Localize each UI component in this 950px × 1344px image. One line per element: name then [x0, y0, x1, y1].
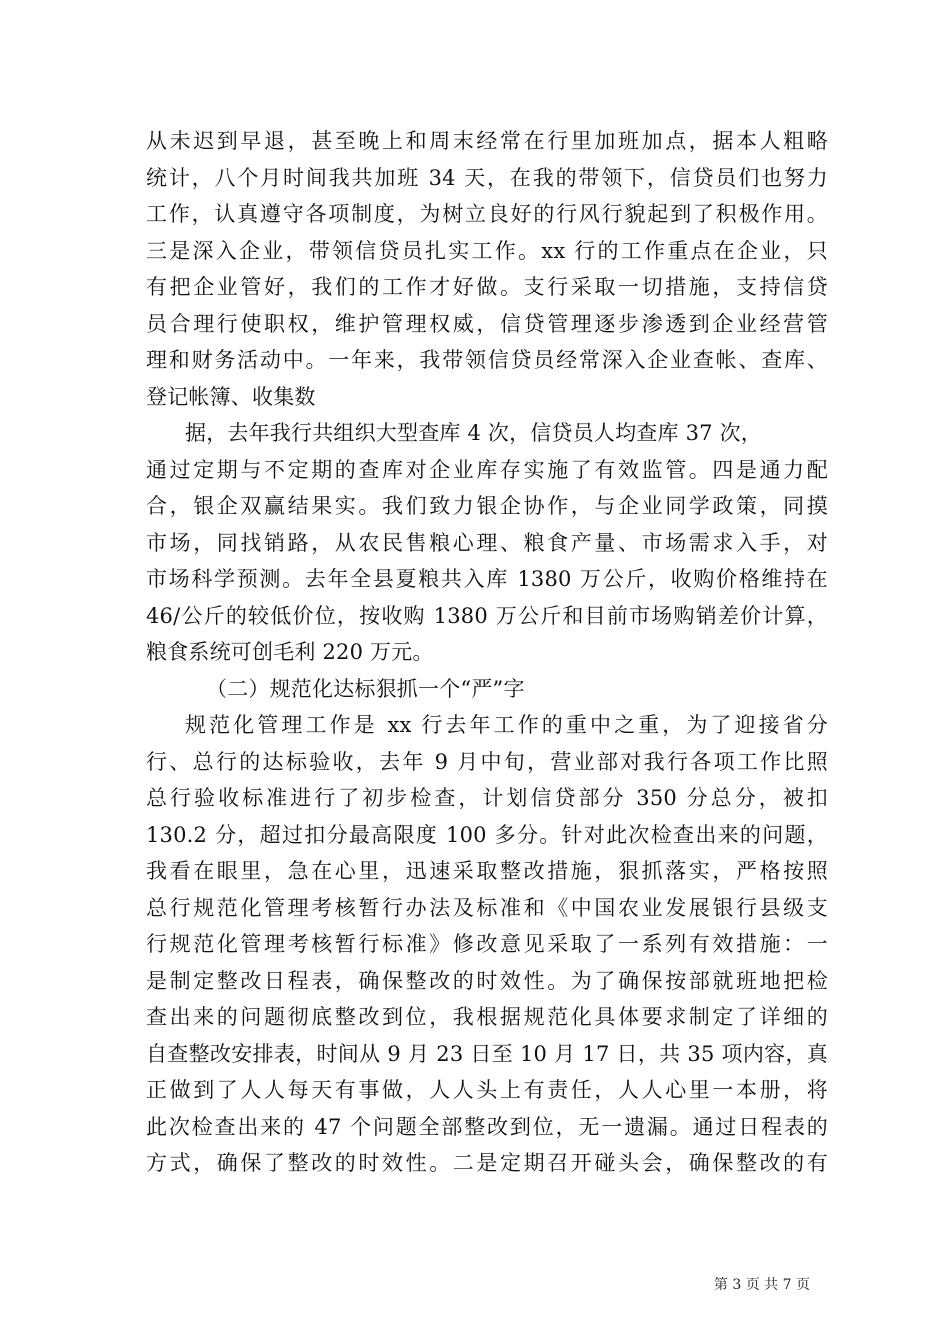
- text-line: 总行验收标准进行了初步检查，计划信贷部分 350 分总分，被扣: [146, 786, 828, 810]
- text-line: 此次检查出来的 47 个问题全部整改到位，无一遗漏。通过日程表的: [146, 1114, 828, 1139]
- text-line: 通过定期与不定期的查库对企业库存实施了有效监管。四是通力配: [146, 457, 828, 482]
- paragraph: [146, 415, 828, 671]
- text-line: 46/公斤的较低价位，按收购 1380 万公斤和目前市场购销差价计算，: [146, 603, 828, 628]
- text-line: 统计，八个月时间我共加班 34 天，在我的带领下，信贷员们也努力: [146, 165, 828, 190]
- text-line: 员合理行使职权，维护管理权威，信贷管理逐步渗透到企业经营管: [146, 311, 828, 336]
- paragraph: [146, 707, 828, 1182]
- text-line: 市场科学预测。去年全县夏粮共入库 1380 万公斤，收购价格维持在: [146, 567, 828, 591]
- section-heading: [146, 671, 828, 708]
- text-line: 粮食系统可创毛利 220 万元。: [146, 640, 434, 664]
- text-line: 查出来的问题彻底整改到位，我根据规范化具体要求制定了详细的: [146, 1005, 828, 1029]
- text-line: 三是深入企业，带领信贷员扎实工作。xx 行的工作重点在企业，只: [146, 238, 828, 263]
- text-line: 我看在眼里，急在心里，迅速采取整改措施，狠抓落实，严格按照: [146, 859, 828, 883]
- text-line: 市场，同找销路，从农民售粮心理、粮食产量、市场需求入手，对: [146, 530, 828, 555]
- text-line: 工作，认真遵守各项制度，为树立良好的行风行貌起到了积极作用。: [146, 202, 828, 226]
- text-line: 130.2 分，超过扣分最高限度 100 多分。针对此次检查出来的问题，: [146, 822, 828, 847]
- text-line: 方式，确保了整改的时效性。二是定期召开碰头会，确保整改的有: [146, 1151, 828, 1175]
- text-line: 合，银企双赢结果实。我们致力银企协作，与企业同学政策，同摸: [146, 494, 828, 518]
- text-line: 从未迟到早退，甚至晚上和周末经常在行里加班加点，据本人粗略: [146, 129, 828, 153]
- text-line: 正做到了人人每天有事做，人人头上有责任，人人心里一本册，将: [146, 1078, 828, 1102]
- text-line: 理和财务活动中。一年来，我带领信贷员经常深入企业查帐、查库、: [146, 348, 828, 372]
- text-line: 自查整改安排表，时间从 9 月 23 日至 10 月 17 日，共 35 项内容，真: [146, 1041, 828, 1066]
- page-number: 第 3 页 共 7 页: [713, 1277, 810, 1293]
- document-body: [146, 123, 828, 1182]
- text-line: 登记帐簿、收集数: [146, 384, 316, 409]
- paragraph: [146, 123, 828, 415]
- text-line: 有把企业管好，我们的工作才好做。支行采取一切措施，支持信贷: [146, 275, 828, 299]
- text-line: 总行规范化管理考核暂行办法及标准和《中国农业发展银行县级支: [146, 895, 828, 920]
- text-line: 据，去年我行共组织大型查库 4 次，信贷员人均查库 37 次，: [185, 421, 762, 445]
- text-line: 是制定整改日程表，确保整改的时效性。为了确保按部就班地把检: [146, 968, 828, 993]
- text-line: 规范化管理工作是 xx 行去年工作的重中之重，为了迎接省分: [185, 713, 828, 737]
- heading-line: （二）规范化达标狠抓一个“严”字: [206, 676, 525, 701]
- text-line: 行、总行的达标验收，去年 9 月中旬，营业部对我行各项工作比照: [146, 749, 828, 774]
- text-line: 行规范化管理考核暂行标准》修改意见采取了一系列有效措施：一: [146, 932, 828, 956]
